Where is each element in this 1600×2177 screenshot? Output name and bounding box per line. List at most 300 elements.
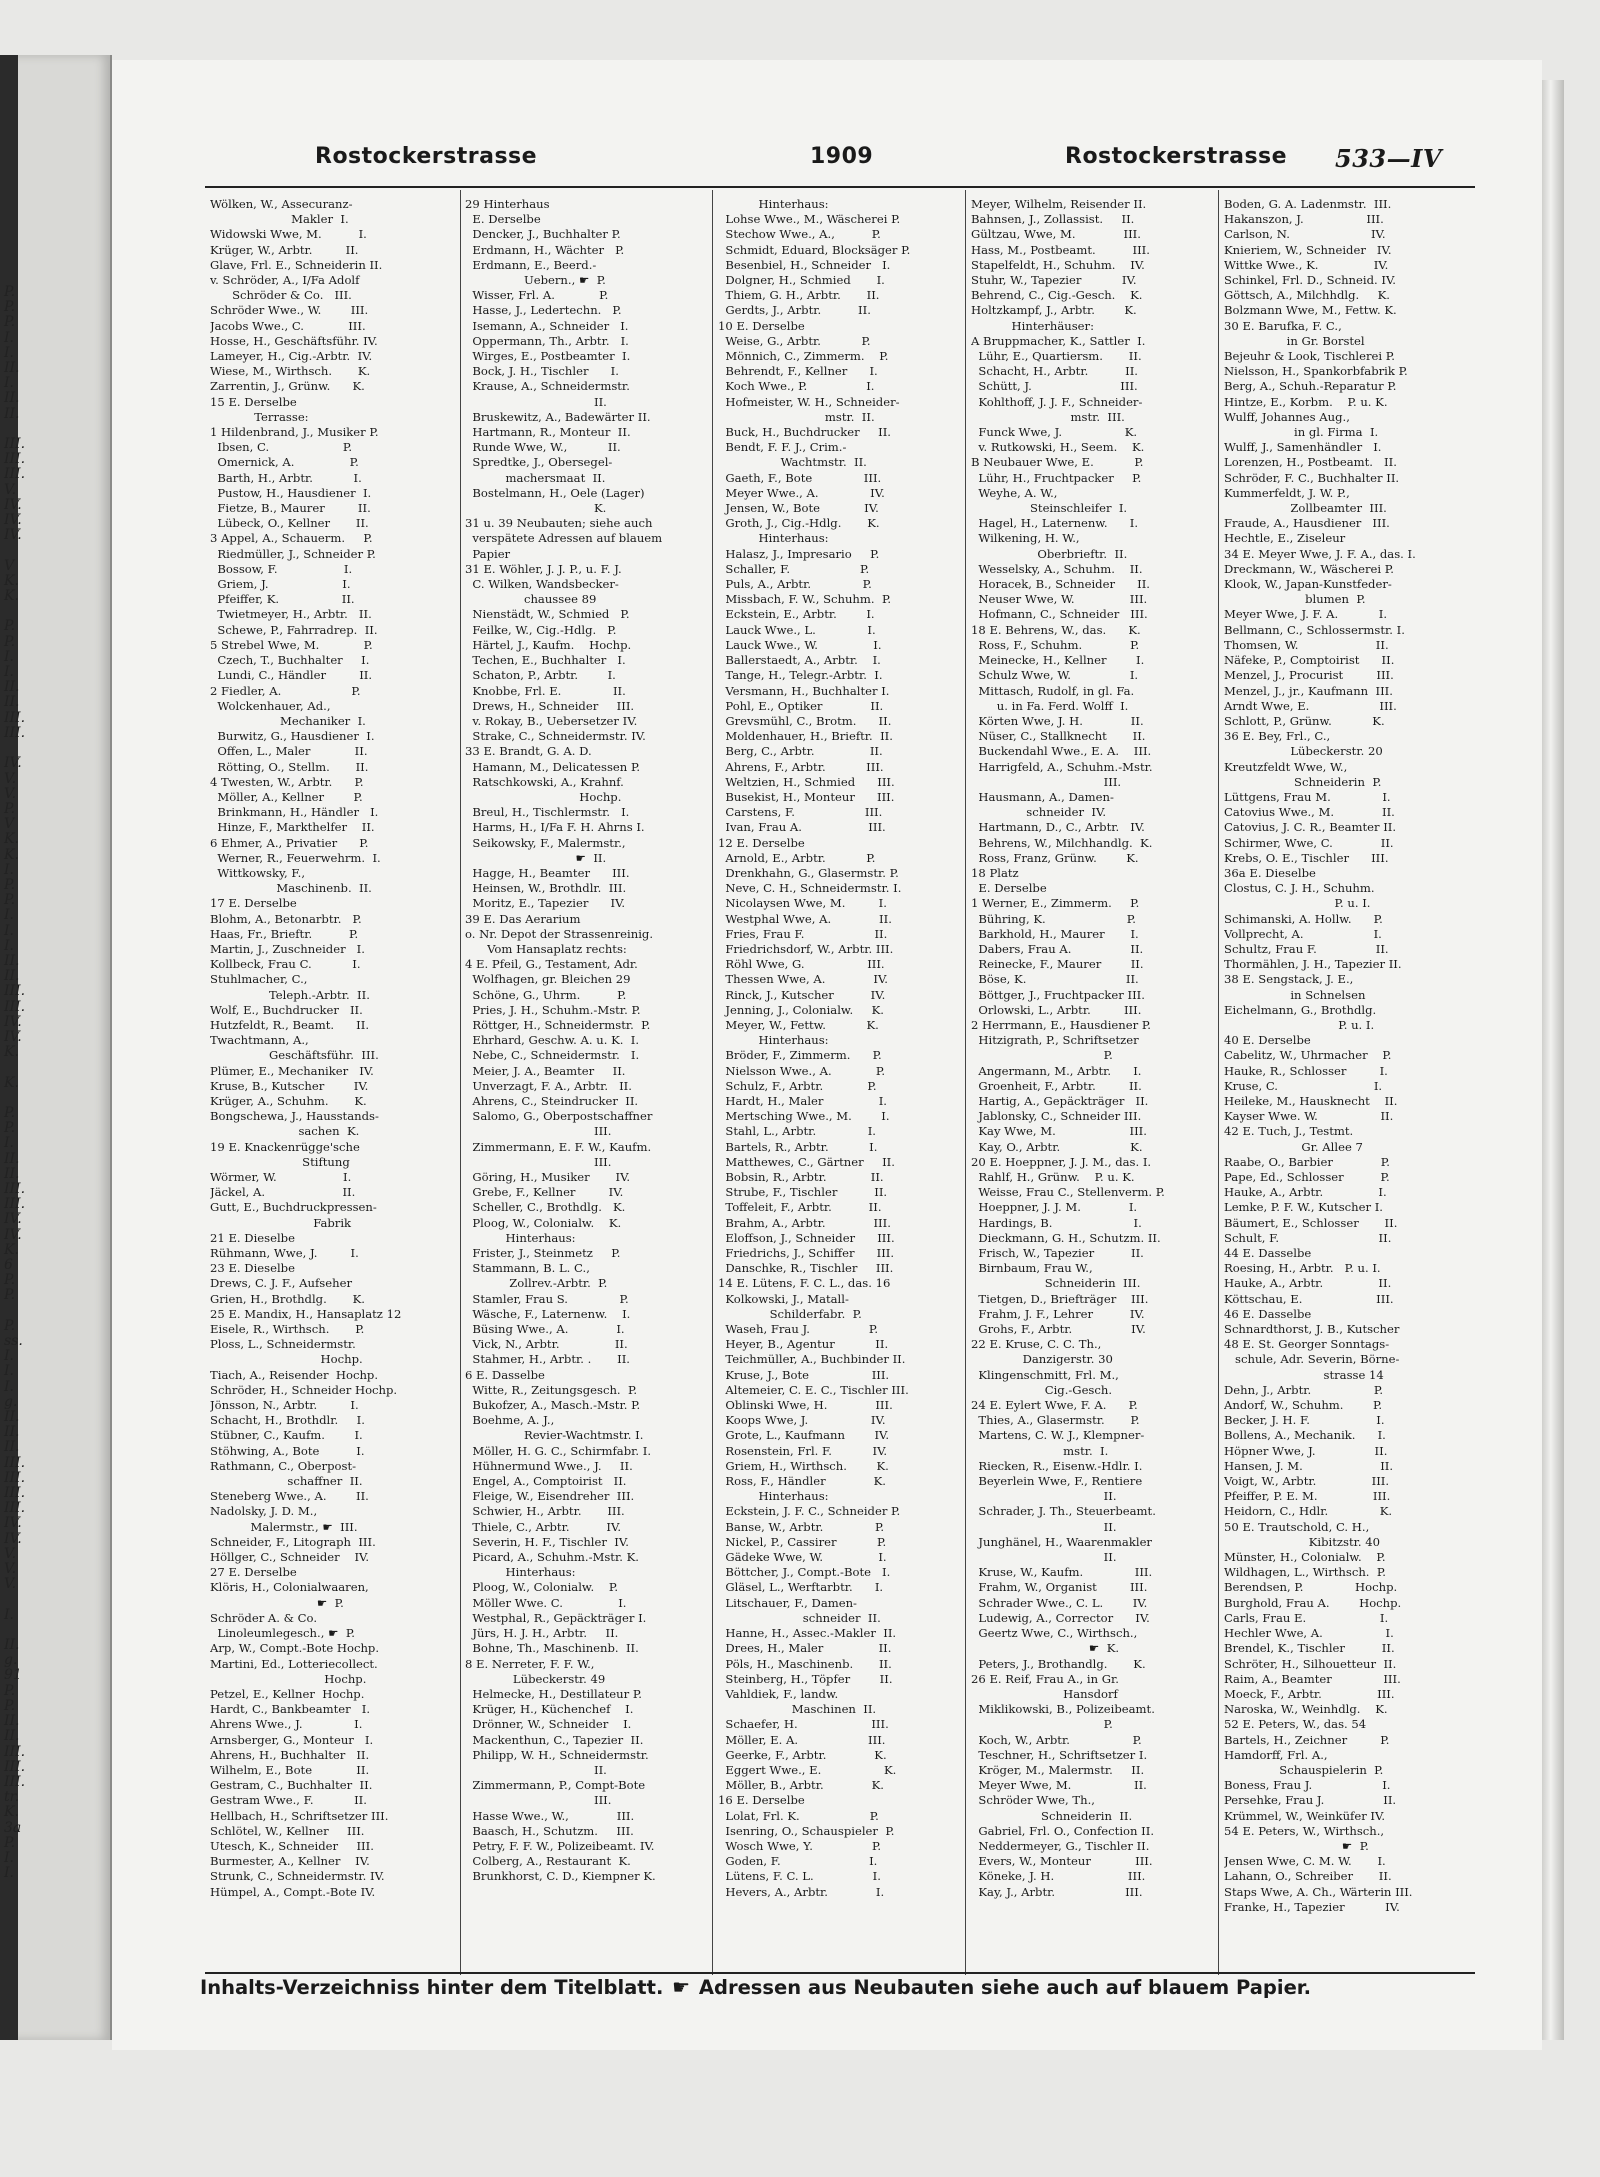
directory-entry: Hümpel, A., Compt.-Bote IV. [210,1884,376,1899]
directory-entry: Frahm, J. F., Lehrer IV. [971,1306,1145,1321]
year-title: 1909 [810,144,874,169]
directory-entry: Danschke, R., Tischler III. [718,1261,894,1276]
directory-entry: Westphal, R., Gepäckträger I. [465,1610,647,1625]
directory-entry: Ross, Franz, Grünw. K. [971,850,1139,865]
directory-entry: Eisele, R., Wirthsch. P. [210,1322,365,1337]
directory-entry: Gestram, C., Buchhalter II. [210,1778,373,1793]
directory-entry: Bostelmann, H., Oele (Lager) [465,485,645,500]
directory-entry: B Neubauer Wwe, E. P. [971,455,1144,470]
directory-entry: Hinterhaus: [465,1230,576,1245]
directory-entry: Persehke, Frau J. II. [1224,1793,1397,1808]
footer-index-note: Inhalts-Verzeichniss hinter dem Titelblatt. [200,1976,664,1999]
directory-entry: Gädeke Wwe, W. I. [718,1550,887,1565]
directory-entry: Vick, N., Arbtr. II. [465,1337,628,1352]
directory-entry: Steinschleifer I. [971,501,1128,516]
directory-entry: Wolfhagen, gr. Bleichen 29 [465,972,631,987]
directory-entry: Mönnich, C., Zimmerm. P. [718,349,889,364]
directory-entry: Hagge, H., Beamter III. [465,865,630,880]
directory-entry: Gestram Wwe., F. II. [210,1793,367,1808]
page-number: 533—IV [1335,144,1442,173]
directory-entry: Ploog, W., Colonialw. P. [465,1580,619,1595]
directory-entry: Rahlf, H., Grünw. P. u. K. [971,1170,1135,1184]
directory-entry: verspätete Adressen auf blauem [465,531,663,546]
directory-entry: 4 Twesten, W., Arbtr. P. [210,774,364,789]
directory-entry: Schacht, H., Arbtr. II. [971,364,1138,379]
directory-entry: Zarrentin, J., Grünw. K. [210,379,365,394]
directory-entry: Naroska, W., Weinhdlg. K. [1224,1702,1388,1717]
directory-entry: Bukofzer, A., Masch.-Mstr. P. [465,1398,641,1413]
directory-entry: Tiach, A., Reisender Hochp. [210,1367,379,1382]
directory-entry: Groth, J., Cig.-Hdlg. K. [718,516,880,531]
directory-entry: Schirmer, Wwe, C. II. [1224,835,1394,850]
directory-entry: 33 E. Brandt, G. A. D. [465,744,592,759]
directory-entry: Helmecke, H., Destillateur P. [465,1686,642,1701]
directory-entry: Martens, C. W. J., Klempner- [971,1428,1145,1443]
directory-entry: II. [971,1489,1117,1504]
directory-entry: Jensen Wwe, C. M. W. I. [1224,1854,1386,1869]
directory-entry: Stiftung [210,1154,350,1169]
directory-entry: Knieriem, W., Schneider IV. [1224,242,1392,257]
directory-entry: Wolf, E., Buchdrucker II. [210,1002,363,1017]
directory-entry: Jensen, W., Bote IV. [718,501,879,516]
directory-entry: Friedrichsdorf, W., Arbtr. III. [718,941,894,956]
directory-entry: Moritz, E., Tapezier IV. [465,896,626,911]
directory-entry: schneider II. [718,1610,881,1625]
directory-entry: Hochp. [210,1671,367,1686]
directory-entry: Schimanski, A. Hollw. P. [1224,911,1383,926]
directory-entry: Krebs, O. E., Tischler III. [1224,850,1389,865]
directory-entry: Evers, W., Monteur III. [971,1854,1153,1869]
directory-entry: Burghold, Frau A. Hochp. [1224,1595,1402,1610]
directory-entry: Ballerstaedt, A., Arbtr. I. [718,653,881,668]
directory-entry: Näfeke, P., Comptoirist II. [1224,653,1395,668]
directory-entry: Grote, L., Kaufmann IV. [718,1428,890,1443]
directory-entry: C. Wilken, Wandsbecker- [465,577,619,592]
directory-entry: Runde Wwe, W., II. [465,440,621,455]
directory-entry: Bohne, Th., Maschinenb. II. [465,1641,639,1656]
directory-entry: Meyer, W., Fettw. K. [718,1017,879,1032]
directory-entry: Makler I. [210,212,349,227]
directory-entry: Böttger, J., Fruchtpacker III. [971,987,1145,1002]
directory-entry: Matthewes, C., Gärtner II. [718,1154,895,1169]
directory-entry: Reinecke, F., Maurer II. [971,957,1144,972]
directory-entry: Catovius Wwe., M. II. [1224,805,1395,820]
directory-entry: Friedrichs, J., Schiffer III. [718,1246,895,1261]
directory-entry: Brahm, A., Arbtr. III. [718,1215,891,1230]
directory-entry: Kay, J., Arbtr. III. [971,1884,1143,1899]
directory-entry: Hitzigrath, P., Schriftsetzer [971,1033,1139,1048]
directory-entry: Petzel, E., Kellner Hochp. [210,1686,365,1701]
directory-entry: Hasse, J., Ledertechn. P. [465,303,622,318]
directory-entry: III. [465,1793,612,1808]
directory-entry: Fries, Frau F. II. [718,926,888,941]
directory-entry: Erdmann, H., Wächter P. [465,242,625,257]
directory-entry: Hutzfeldt, R., Beamt. II. [210,1017,370,1032]
directory-entry: Omernick, A. P. [210,455,359,470]
directory-entry: v. Rokay, B., Uebersetzer IV. [465,713,638,728]
directory-entry: Hinterhäuser: [971,318,1094,333]
directory-entry: 26 E. Reif, Frau A., in Gr. [971,1671,1119,1686]
directory-entry: 10 E. Derselbe [718,318,805,333]
directory-entry: Scheller, C., Brothdlg. K. [465,1200,626,1215]
directory-entry: Schröter, H., Silhouetteur II. [1224,1656,1397,1671]
directory-entry: Pohl, E., Optiker II. [718,698,884,713]
directory-entry: Dolgner, H., Schmied I. [718,273,885,288]
directory-entry: Drews, C. J. F., Aufseher [210,1276,352,1291]
directory-entry: Schröder, F. C., Buchhalter II. [1224,470,1400,485]
directory-entry: Kay, O., Arbtr. K. [971,1139,1143,1154]
directory-entry: Hinze, F., Markthelfer II. [210,820,375,835]
directory-entry: Harms, H., I/Fa F. H. Ahrns I. [465,820,645,835]
directory-entry: Krüger, A., Schuhm. K. [210,1093,367,1108]
directory-entry: Behrens, W., Milchhandlg. K. [971,835,1153,850]
directory-entry: Klöris, H., Colonialwaaren, [210,1580,369,1595]
directory-entry: Wulff, J., Samenhändler I. [1224,440,1382,455]
directory-entry: Holtzkampf, J., Arbtr. K. [971,303,1137,318]
directory-entry: Tietgen, D., Briefträger III. [971,1291,1149,1306]
directory-entry: Menzel, J., jr., Kaufmann III. [1224,683,1393,698]
directory-entry: Frister, J., Steinmetz P. [465,1246,621,1261]
directory-entry: Geertz Wwe, C., Wirthsch., [971,1626,1138,1641]
directory-entry: Bellmann, C., Schlossermstr. I. [1224,622,1405,637]
directory-entry: 34 E. Meyer Wwe, J. F. A., das. I. [1224,546,1416,561]
directory-entry: Moeck, F., Arbtr. III. [1224,1686,1395,1701]
directory-entry: Stammann, B. L. C., [465,1261,590,1276]
directory-entry: Meyer, Wilhelm, Reisender II. [971,197,1147,211]
directory-entry: 39 E. Das Aerarium [465,911,581,926]
directory-entry: 21 E. Dieselbe [210,1230,295,1245]
directory-entry: Berendsen, P. Hochp. [1224,1580,1398,1595]
directory-entry: Altemeier, C. E. C., Tischler III. [718,1382,909,1397]
directory-entry: Neve, C. H., Schneidermstr. I. [718,881,902,896]
directory-entry: Nielsson, H., Spankorbfabrik P. [1224,364,1408,379]
directory-entry: Maschinen II. [718,1702,877,1717]
directory-entry: Westphal Wwe, A. II. [718,911,892,926]
directory-entry: 38 E. Sengstack, J. E., [1224,972,1354,987]
directory-entry: 4 E. Pfeil, G., Testament, Adr. [465,957,638,972]
footer-new-buildings-note: Adressen aus Neubauten siehe auch auf blauem Papier. [698,1976,1312,1999]
directory-entry: Nielsson Wwe., A. P. [718,1063,885,1078]
directory-entry: Wildhagen, L., Wirthsch. P. [1224,1565,1386,1580]
directory-entry: Breul, H., Tischlermstr. I. [465,805,630,820]
directory-entry: Thomsen, W. II. [1224,637,1389,652]
directory-entry: in Schnelsen [1224,987,1366,1002]
directory-entry: Raim, A., Beamter III. [1224,1671,1401,1686]
directory-entry: Koch Wwe., P. I. [718,379,875,394]
directory-entry: Kibitzstr. 40 [1224,1534,1381,1549]
directory-entry: E. Derselbe [971,881,1047,896]
directory-entry: Hartig, A., Gepäckträger II. [971,1093,1149,1108]
directory-entry: Dieckmann, G. H., Schutzm. II. [971,1230,1161,1245]
column-divider [965,190,966,1975]
directory-entry: Meyer Wwe., A. IV. [718,485,885,500]
directory-entry: Schöne, G., Uhrm. P. [465,987,627,1002]
directory-entry: Bruskewitz, A., Badewärter II. [465,409,651,424]
directory-entry: 44 E. Dasselbe [1224,1246,1312,1261]
directory-entry: Teleph.-Arbtr. II. [210,987,370,1002]
directory-entry: Nickel, P., Cassirer P. [718,1534,887,1549]
directory-entry: Orlowski, L., Arbtr. III. [971,1002,1142,1017]
directory-entry: Riecken, R., Eisenw.-Hdlr. I. [971,1458,1143,1473]
directory-entry: Wesselsky, A., Schuhm. II. [971,561,1143,576]
directory-entry: 31 u. 39 Neubauten; siehe auch [465,516,653,531]
directory-entry: Missbach, F. W., Schuhm. P. [718,592,892,607]
directory-entry: Schröder Wwe., W. III. [210,303,369,318]
directory-entry: Ratschkowski, A., Krahnf. [465,774,624,789]
directory-entry: Tange, H., Telegr.-Arbtr. I. [718,668,883,683]
directory-entry: Hochp. [465,789,622,804]
directory-entry: Heyer, B., Agentur II. [718,1337,889,1352]
directory-entry: Hofmann, C., Schneider III. [971,607,1148,622]
directory-entry: Bäumert, E., Schlosser II. [1224,1215,1398,1230]
directory-entry: P. u. I. [1224,1017,1375,1032]
directory-entry: Hinterhaus: [718,1489,829,1504]
directory-entry: Schaefer, H. III. [718,1717,889,1732]
directory-entry: Gültzau, Wwe, M. III. [971,227,1141,242]
directory-entry: Schulz, F., Arbtr. P. [718,1078,877,1093]
directory-entry: 36 E. Bey, Frl., C., [1224,729,1331,744]
directory-entry: Catovius, J. C. R., Beamter II. [1224,820,1397,835]
directory-entry: 2 Fiedler, A. P. [210,683,361,698]
directory-entry: Dabers, Frau A. II. [971,941,1144,956]
directory-entry: Kolkowski, J., Matall- [718,1291,849,1306]
page-stack-edge [1542,80,1564,2040]
directory-entry: Ahrens Wwe., J. I. [210,1717,363,1732]
directory-entry: Lübeck, O., Kellner II. [210,516,369,531]
directory-entry: Gläsel, L., Werftarbtr. I. [718,1580,884,1595]
directory-entry: Wittke Wwe., K. IV. [1224,257,1389,272]
directory-entry: Funck Wwe, J. K. [971,425,1138,440]
directory-entry: Schacht, H., Brothdlr. I. [210,1413,365,1428]
directory-entry: Möller, B., Arbtr. K. [718,1778,884,1793]
directory-entry: Hamdorff, Frl. A., [1224,1747,1328,1762]
directory-entry: Lübeckerstr. 49 [465,1671,606,1686]
directory-entry: Versmann, H., Buchhalter I. [718,683,890,698]
directory-entry: Kruse, J., Bote III. [718,1367,890,1382]
directory-entry: Pfeiffer, P. E. M. III. [1224,1489,1391,1504]
directory-entry: Dreckmann, W., Wäscherei P. [1224,561,1394,576]
directory-entry: Kruse, B., Kutscher IV. [210,1078,369,1093]
directory-entry: Hartmann, D., C., Arbtr. IV. [971,820,1145,835]
directory-entry: Mittasch, Rudolf, in gl. Fa. [971,683,1135,698]
directory-entry: Besenbiel, H., Schneider I. [718,257,891,272]
directory-entry: sachen K. [210,1124,360,1139]
directory-entry: Möller, E. A. III. [718,1732,886,1747]
directory-entry: Lüttgens, Frau M. I. [1224,789,1391,804]
directory-entry: Körten Wwe, J. H. II. [971,713,1144,728]
directory-entry: Ehrhard, Geschw. A. u. K. I. [465,1033,640,1048]
directory-entry: Utesch, K., Schneider III. [210,1838,374,1853]
directory-entry: Goden, F. I. [718,1854,878,1869]
directory-entry: Rosenstein, Frl. F. IV. [718,1443,888,1458]
directory-entry: Hevers, A., Arbtr. I. [718,1884,885,1899]
directory-entry: Nebe, C., Schneidermstr. I. [465,1048,640,1063]
directory-entry: 52 E. Peters, W., das. 54 [1224,1717,1367,1732]
directory-entry: Gr. Allee 7 [1224,1139,1363,1154]
directory-entry: Carls, Frau E. I. [1224,1610,1389,1625]
directory-entry: 36a E. Dieselbe [1224,865,1316,880]
directory-entry: Koops Wwe, J. IV. [718,1413,886,1428]
directory-entry: Röhl Wwe, G. III. [718,957,885,972]
directory-entry: Lahann, O., Schreiber II. [1224,1869,1392,1884]
directory-entry: Rathmann, C., Oberpost- [210,1458,357,1473]
directory-entry: Krause, A., Schneidermstr. [465,379,630,394]
directory-entry: Riedmüller, J., Schneider P. [210,546,376,561]
directory-entry: Pape, Ed., Schlosser P. [1224,1170,1390,1184]
directory-entry: Möller Wwe. C. I. [465,1595,627,1610]
directory-entry: Eckstein, E., Arbtr. I. [718,607,875,622]
directory-entry: Höpner Wwe, J. II. [1224,1443,1388,1458]
directory-entry: Hellbach, H., Schriftsetzer III. [210,1808,389,1823]
directory-entry: Menzel, J., Procurist III. [1224,668,1394,683]
directory-entry: 14 E. Lütens, F. C. L., das. 16 [718,1276,891,1291]
directory-entry: strasse 14 [1224,1367,1384,1382]
directory-entry: 31 E. Wöhler, J. J. P., u. F. J. [465,561,622,576]
directory-entry: Drews, H., Schneider III. [465,698,635,713]
directory-entry: Krümmel, W., Weinküfer IV. [1224,1808,1386,1823]
directory-entry: Puls, A., Arbtr. P. [718,577,872,592]
directory-entry: Hinterhaus: [718,1033,829,1048]
directory-entry: Malermstr., ☛ III. [210,1519,358,1534]
directory-entry: Bejeuhr & Look, Tischlerei P. [1224,349,1395,364]
footer-rule [205,1972,1475,1974]
directory-entry: 40 E. Derselbe [1224,1033,1311,1048]
directory-entry: Stöhwing, A., Bote I. [210,1443,365,1458]
directory-entry: Bongschewa, J., Hausstands- [210,1109,379,1124]
directory-entry: Burwitz, G., Hausdiener I. [210,729,375,744]
directory-entry: 19 E. Knackenrügge'sche [210,1139,360,1154]
directory-entry: Hechtle, E., Ziseleur [1224,531,1346,546]
directory-entry: Fabrik [210,1215,352,1230]
directory-entry: Baasch, H., Schutzm. III. [465,1823,634,1838]
directory-entry: Arp, W., Compt.-Bote Hochp. [210,1641,380,1656]
directory-entry: Boden, G. A. Ladenmstr. III. [1224,197,1392,211]
directory-entry: Banse, W., Arbtr. P. [718,1519,885,1534]
directory-entry: Brinkmann, H., Händler I. [210,805,379,820]
directory-entry: Schewe, P., Fahrradrep. II. [210,622,378,637]
directory-entry: Bahnsen, J., Zollassist. II. [971,212,1135,227]
directory-entry: in gl. Firma I. [1224,425,1379,440]
directory-entry: Lohse Wwe., M., Wäscherei P. [718,212,901,227]
directory-entry: Bobsin, R., Arbtr. II. [718,1170,884,1184]
column-divider [712,190,713,1975]
directory-entry: Severin, H. F., Tischler IV. [465,1534,629,1549]
directory-entry: Kruse, C. I. [1224,1078,1383,1093]
directory-entry: o. Nr. Depot der Strassenreinig. [465,926,654,941]
directory-entry: Jenning, J., Colonialw. K. [718,1002,884,1017]
directory-entry: Schnardthorst, J. B., Kutscher [1224,1322,1400,1337]
directory-entry: Hansen, J. M. II. [1224,1458,1394,1473]
directory-entry: Nadolsky, J. D. M., [210,1504,318,1519]
directory-entry: Thiem, G. H., Arbtr. II. [718,288,880,303]
directory-entry: 15 E. Derselbe [210,394,297,409]
directory-entry: Lauck Wwe., W. I. [718,637,882,652]
directory-entry: Berg, C., Arbtr. II. [718,744,883,759]
directory-entry: Hardt, H., Maler I. [718,1093,887,1108]
directory-entry: Behrend, C., Cig.-Gesch. K. [971,288,1143,303]
directory-entry: Thiele, C., Arbtr. IV. [465,1519,622,1534]
directory-entry: Heidorn, C., Hdlr. K. [1224,1504,1393,1519]
directory-entry: Schröder, H., Schneider Hochp. [210,1382,398,1397]
directory-entry: Wirges, E., Postbeamter I. [465,349,631,364]
directory-entry: Zollbeamter III. [1224,501,1387,516]
directory-entry: Rühmann, Wwe, J. I. [210,1246,359,1261]
directory-entry: Offen, L., Maler II. [210,744,368,759]
directory-entry: Stechow Wwe., A., P. [718,227,881,242]
directory-entry: Andorf, W., Schuhm. P. [1224,1398,1383,1413]
directory-entry: Schneiderin III. [971,1276,1141,1291]
directory-entry: Griem, H., Wirthsch. K. [718,1458,889,1473]
directory-entry: Hochp. [210,1352,363,1367]
directory-entry: Spredtke, J., Obersegel- [465,455,613,470]
directory-entry: Schultz, Frau F. II. [1224,941,1389,956]
directory-entry: E. Derselbe [465,212,541,227]
directory-entry: Jürs, H. J. H., Arbtr. II. [465,1626,619,1641]
directory-entry: Jablonsky, C., Schneider III. [971,1109,1142,1124]
directory-entry: Schütt, J. III. [971,379,1138,394]
directory-entry: Mechaniker I. [210,713,366,728]
directory-entry: Stuhr, W., Tapezier IV. [971,273,1137,288]
directory-entry: Pustow, H., Hausdiener I. [210,485,372,500]
directory-entry: Hagel, H., Laternenw. I. [971,516,1138,531]
street-title-right: Rostockerstrasse [1065,144,1288,169]
directory-entry: Hakanszon, J. III. [1224,212,1384,227]
directory-entry: Dencker, J., Buchhalter P. [465,227,621,242]
directory-entry: Wulff, Johannes Aug., [1224,409,1350,424]
directory-entry: Waseh, Frau J. P. [718,1322,879,1337]
directory-entry: 30 E. Barufka, F. C., [1224,318,1342,333]
directory-entry: Lühr, H., Fruchtpacker P. [971,470,1142,485]
directory-entry: Cig.-Gesch. [971,1382,1113,1397]
directory-entry: Lauck Wwe., L. I. [718,622,876,637]
directory-entry: Czech, T., Buchhalter I. [210,653,370,668]
directory-entry: Bröder, F., Zimmerm. P. [718,1048,882,1063]
directory-entry: Petry, F. F. W., Polizeibeamt. IV. [465,1838,655,1853]
directory-entry: Hosse, H., Geschäftsführ. IV. [210,333,378,348]
directory-entry: Wolckenhauer, Ad., [210,698,331,713]
directory-entry: Kröger, M., Malermstr. II. [971,1762,1145,1777]
directory-entry: Wachtmstr. II. [718,455,867,470]
directory-entry: Miklikowski, B., Polizeibeamt. [971,1702,1155,1717]
directory-entry: Linoleumlegesch., ☛ P. [210,1626,355,1641]
directory-entry: Hoeppner, J. J. M. I. [971,1200,1138,1215]
directory-entry: Ploss, L., Schneidermstr. [210,1337,356,1352]
directory-entry: Eichelmann, G., Brothdlg. [1224,1002,1377,1017]
directory-entry: Halasz, J., Impresario P. [718,546,880,561]
directory-entry: Bock, J. H., Tischler I. [465,364,619,379]
directory-entry: Heileke, M., Hausknecht II. [1224,1093,1398,1108]
directory-entry: Wisser, Frl. A. P. [465,288,609,303]
directory-entry: Raabe, O., Barbier P. [1224,1154,1390,1169]
directory-entry: Papier [465,546,511,561]
page-footer [200,1975,1460,2005]
directory-entry: Jacobs Wwe., C. III. [210,318,366,333]
directory-entry: Hartmann, R., Monteur II. [465,425,631,440]
directory-entry: Teichmüller, A., Buchbinder II. [718,1352,906,1367]
directory-entry: Fraude, A., Hausdiener III. [1224,516,1390,531]
directory-entry: Behrendt, F., Kellner I. [718,364,878,379]
directory-entry: machersmaat II. [465,470,606,485]
directory-entry: Eckstein, J. F. C., Schneider P. [718,1504,901,1519]
directory-column-4 [971,197,1183,1972]
directory-entry: Kollbeck, Frau C. I. [210,957,361,972]
directory-entry: Stuhlmacher, C., [210,972,308,987]
directory-entry: Junghänel, H., Waarenmakler [971,1534,1152,1549]
directory-entry: blumen P. [1224,592,1366,607]
directory-entry: Gerdts, J., Arbtr. II. [718,303,871,318]
directory-entry: Stübner, C., Kaufm. I. [210,1428,363,1443]
directory-entry: Terrasse: [210,409,309,424]
